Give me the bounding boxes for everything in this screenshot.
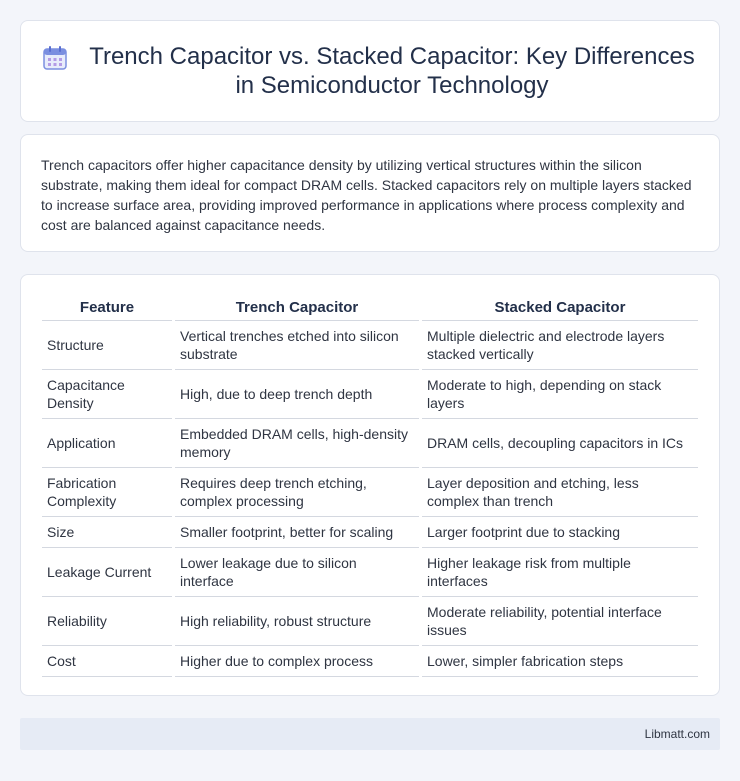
cell-trench: Requires deep trench etching, complex processing — [175, 468, 419, 517]
cell-stacked: Larger footprint due to stacking — [422, 517, 698, 548]
header-feature: Feature — [42, 295, 172, 321]
header-stacked: Stacked Capacitor — [422, 295, 698, 321]
title-card — [20, 20, 720, 122]
cell-trench: Embedded DRAM cells, high-density memory — [175, 419, 419, 468]
intro-card — [20, 134, 720, 252]
cell-stacked: Higher leakage risk from multiple interfaces — [422, 548, 698, 597]
cell-trench: Smaller footprint, better for scaling — [175, 517, 419, 548]
footer — [20, 718, 720, 750]
table-row — [42, 468, 698, 517]
intro-paragraph: Trench capacitors offer higher capacitance density by utilizing vertical structures within the silicon substrate, making them ideal for compact DRAM cells. Stacked capacitors rely on multiple layers stacked to increase surface area, providing improved performance in applications where process complexity and cost are balanced against capacitance needs. — [41, 157, 692, 233]
cell-trench: Higher due to complex process — [175, 646, 419, 677]
cell-trench: Lower leakage due to silicon interface — [175, 548, 419, 597]
cell-feature: Capacitance Density — [42, 370, 172, 419]
table-row — [42, 370, 698, 419]
table-row — [42, 597, 698, 646]
cell-feature: Fabrication Complexity — [42, 468, 172, 517]
cell-feature: Structure — [42, 321, 172, 370]
cell-stacked: Moderate to high, depending on stack layers — [422, 370, 698, 419]
cell-stacked: Multiple dielectric and electrode layers stacked vertically — [422, 321, 698, 370]
cell-stacked: Layer deposition and etching, less complex than trench — [422, 468, 698, 517]
cell-trench: Vertical trenches etched into silicon substrate — [175, 321, 419, 370]
table-row — [42, 419, 698, 468]
comparison-card — [20, 274, 720, 696]
cell-stacked: Lower, simpler fabrication steps — [422, 646, 698, 677]
cell-feature: Size — [42, 517, 172, 548]
cell-trench: High, due to deep trench depth — [175, 370, 419, 419]
cell-feature: Application — [42, 419, 172, 468]
page-title: Trench Capacitor vs. Stacked Capacitor: Key Differences in Semiconductor Technology — [89, 43, 695, 99]
table-row — [42, 548, 698, 597]
cell-trench: High reliability, robust structure — [175, 597, 419, 646]
title-wrap — [41, 42, 699, 100]
comparison-table — [39, 295, 701, 677]
cell-stacked: Moderate reliability, potential interface issues — [422, 597, 698, 646]
cell-feature: Leakage Current — [42, 548, 172, 597]
cell-feature: Reliability — [42, 597, 172, 646]
cell-stacked: DRAM cells, decoupling capacitors in ICs — [422, 419, 698, 468]
table-row — [42, 321, 698, 370]
calendar-icon — [41, 44, 69, 72]
table-header-row — [42, 295, 698, 321]
table-row — [42, 646, 698, 677]
table-row — [42, 517, 698, 548]
header-trench: Trench Capacitor — [175, 295, 419, 321]
footer-site-link[interactable]: Libmatt.com — [644, 727, 710, 741]
cell-feature: Cost — [42, 646, 172, 677]
